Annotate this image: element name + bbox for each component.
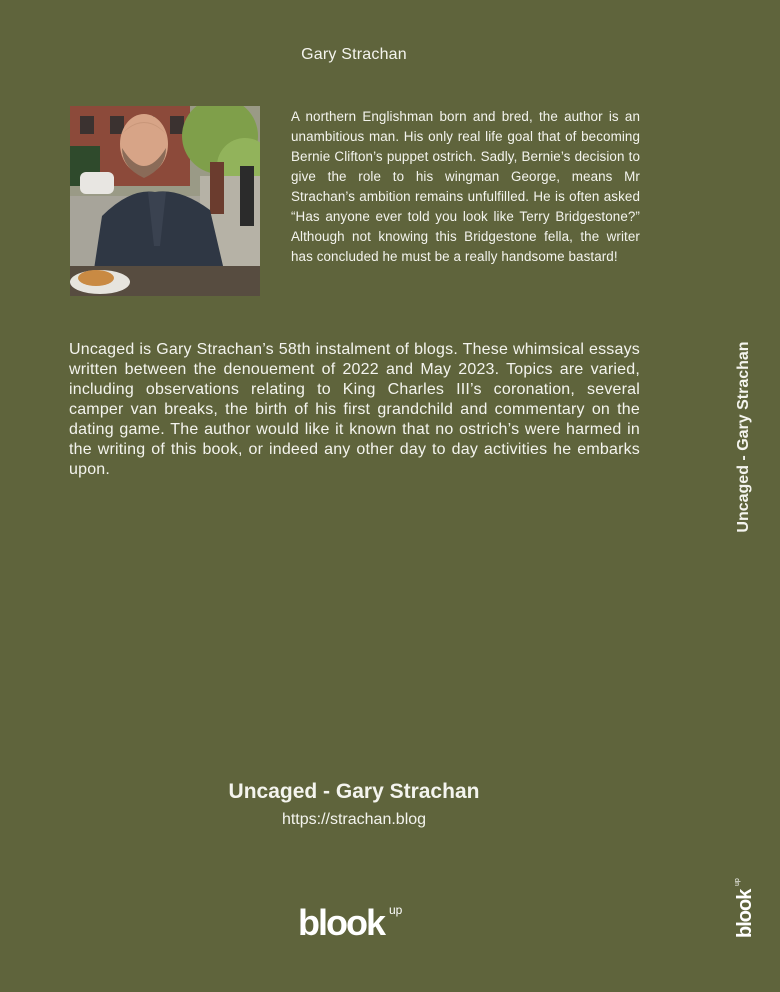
blook-logo [298, 898, 418, 938]
book-title: Uncaged - Gary Strachan [228, 780, 480, 803]
spine-logo-text: blook [734, 889, 756, 938]
author-bio: A northern Englishman born and bred, the author is an unambitious man. His only real life goal that of becoming Bernie Clifton’s puppet ostrich. Sadly, Bernie’s decision to give the role to his wingman George, means Mr Strachan’s ambition remains unfulfilled. He is often asked “Has anyone ever told you look like Terry Bridgestone?” Although not knowing this Bridgestone fella, the writer has concluded he must be a really handsome bastard! [291, 109, 640, 264]
author-photo [70, 106, 260, 296]
spine-logo-sup: up [734, 878, 741, 886]
author-website-link[interactable]: https://strachan.blog [281, 811, 427, 828]
author-name: Gary Strachan [301, 46, 407, 63]
blook-logo-sup: up [389, 903, 403, 917]
spine-title: Uncaged - Gary Strachan [735, 341, 752, 533]
blook-logo-text: blook [298, 902, 384, 938]
book-blurb: Uncaged is Gary Strachan’s 58th instalment of blogs. These whimsical essays written between the denouement of 2022 and May 2023. Topics are varied, including observations relating to King Charles III’s coronation, several camper van breaks, the birth of his first grandchild and commentary on the dating game. The author would like it known that no ostrich’s were harmed in the writing of this book, or indeed any other day to day activities he embarks upon. [69, 341, 640, 478]
spine-blook-logo [728, 870, 760, 940]
